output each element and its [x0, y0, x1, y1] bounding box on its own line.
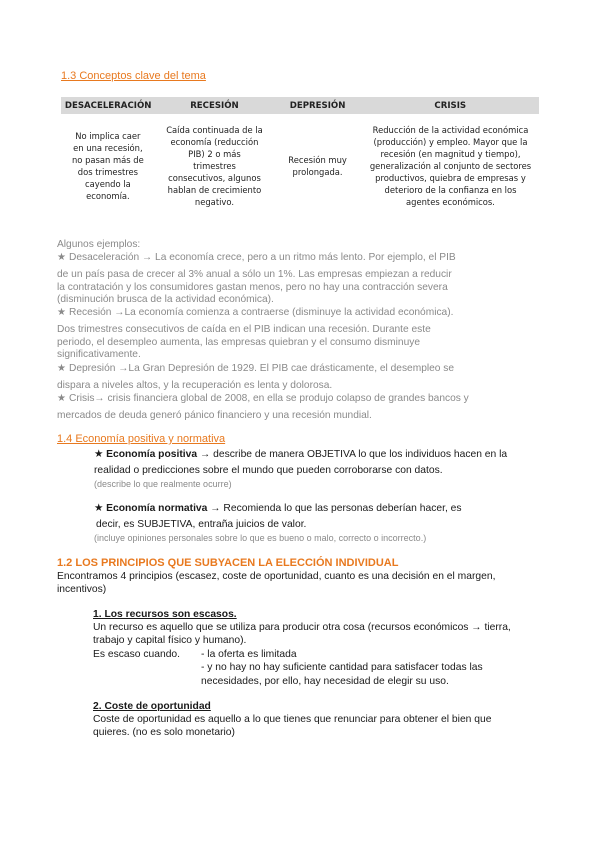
- example-line: ★ Recesión →La economía comienza a contraerse (disminuye la actividad económica).: [57, 307, 454, 318]
- normative-economy-line2: decir, es SUBJETIVA, entraña juicios de valor.: [96, 519, 307, 530]
- example-line: de un país pasa de crecer al 3% anual a sólo un 1%. Las empresas empiezan a reducir: [57, 269, 452, 280]
- principle-2-text: Coste de oportunidad es aquello a lo que tienes que renunciar para obtener el bien que: [93, 714, 492, 725]
- section-title-economia-positiva-normativa[interactable]: 1.4 Economía positiva y normativa: [57, 433, 226, 445]
- principle-1-text: trabajo y capital físico y humano).: [93, 635, 247, 646]
- principle-2-title: 2. Coste de oportunidad: [93, 701, 211, 712]
- positive-economy-line: [94, 448, 507, 460]
- principle-1-text: Es escaso cuando.: [93, 649, 181, 660]
- principle-1-text: Un recurso es aquello que se utiliza para producir otra cosa (recursos económicos → tierra,: [93, 622, 511, 633]
- table-cell: Reducción de la actividad económica (producción) y empleo. Mayor que la recesión (en magnitud y tiempo), generalización al conjunto de sectores productivos, quiebra de empresas y deterioro de la confianza en los agentes económicos.: [369, 124, 532, 207]
- principle-1-text: - y no hay no hay suficiente cantidad para satisfacer todas las: [201, 662, 483, 673]
- principles-intro: Encontramos 4 principios (escasez, coste de oportunidad, cuanto es una decisión en el margen,: [57, 571, 496, 582]
- principle-1-title: 1. Los recursos son escasos.: [93, 609, 237, 620]
- example-line: ★ Crisis→ crisis financiera global de 2008, en ella se produjo colapso de grandes bancos y: [57, 393, 469, 404]
- positive-economy-term: Economía positiva: [106, 449, 198, 460]
- table-cell: Caída continuada de la economía (reducción PIB) 2 o más trimestres consecutivos, algunos hablan de crecimiento negativo.: [155, 114, 273, 217]
- star-icon: ★: [94, 503, 104, 514]
- star-icon: ★: [94, 449, 104, 460]
- principle-1-text: - la oferta es limitada: [201, 649, 297, 660]
- table-header: RECESIÓN: [155, 97, 273, 114]
- example-line: significativamente.: [57, 349, 141, 360]
- principles-intro: incentivos): [57, 584, 107, 595]
- positive-economy-line2: realidad o predicciones sobre el mundo que pueden corroborarse con datos.: [94, 465, 443, 476]
- table-cell: Recesión muy prolongada.: [274, 114, 362, 217]
- example-line: mercados de deuda generó pánico financiero y una recesión mundial.: [57, 410, 372, 421]
- example-line: Dos trimestres consecutivos de caída en el PIB indican una recesión. Durante este: [57, 324, 431, 335]
- example-line: dispara a niveles altos, y la recuperación es lenta y dolorosa.: [57, 380, 333, 391]
- principle-1-text: necesidades, por ello, hay necesidad de elegir su uso.: [201, 676, 449, 687]
- normative-economy-text: → Recomienda lo que las personas deberían hacer, es: [207, 503, 462, 514]
- example-line: periodo, el desempleo aumenta, las empresas quiebran y el consumo disminuye: [57, 337, 420, 348]
- table-cell: No implica caer en una recesión, no pasan más de dos trimestres cayendo la economía.: [61, 114, 155, 217]
- examples-intro: Algunos ejemplos:: [57, 239, 141, 250]
- table-header: DEPRESIÓN: [274, 97, 362, 114]
- section-title-conceptos-clave[interactable]: 1.3 Conceptos clave del tema: [61, 70, 206, 82]
- example-line: la contratación y los consumidores gastan menos, pero no hay una contracción severa: [57, 282, 448, 293]
- positive-economy-text: → describe de manera OBJETIVA lo que los individuos hacen en la: [197, 449, 508, 460]
- normative-economy-line: [94, 502, 462, 514]
- table-row: [61, 114, 539, 217]
- example-line: (disminución brusca de la actividad económica).: [57, 294, 274, 305]
- table-header: CRISIS: [361, 97, 539, 114]
- example-line: ★ Desaceleración → La economía crece, pero a un ritmo más lento. Por ejemplo, el PIB: [57, 252, 456, 263]
- example-line: ★ Depresión →La Gran Depresión de 1929. El PIB cae drásticamente, el desempleo se: [57, 363, 455, 374]
- normative-economy-note: (incluye opiniones personales sobre lo que es bueno o malo, correcto o incorrecto.): [94, 533, 427, 543]
- concepts-table: [61, 97, 539, 217]
- positive-economy-note: (describe lo que realmente ocurre): [94, 479, 232, 489]
- table-header: DESACELERACIÓN: [61, 97, 155, 114]
- principle-2-text: quieres. (no es solo monetario): [93, 727, 235, 738]
- normative-economy-term: Economía normativa: [106, 503, 208, 514]
- section-title-principios: 1.2 LOS PRINCIPIOS QUE SUBYACEN LA ELECCIÓN INDIVIDUAL: [57, 557, 399, 569]
